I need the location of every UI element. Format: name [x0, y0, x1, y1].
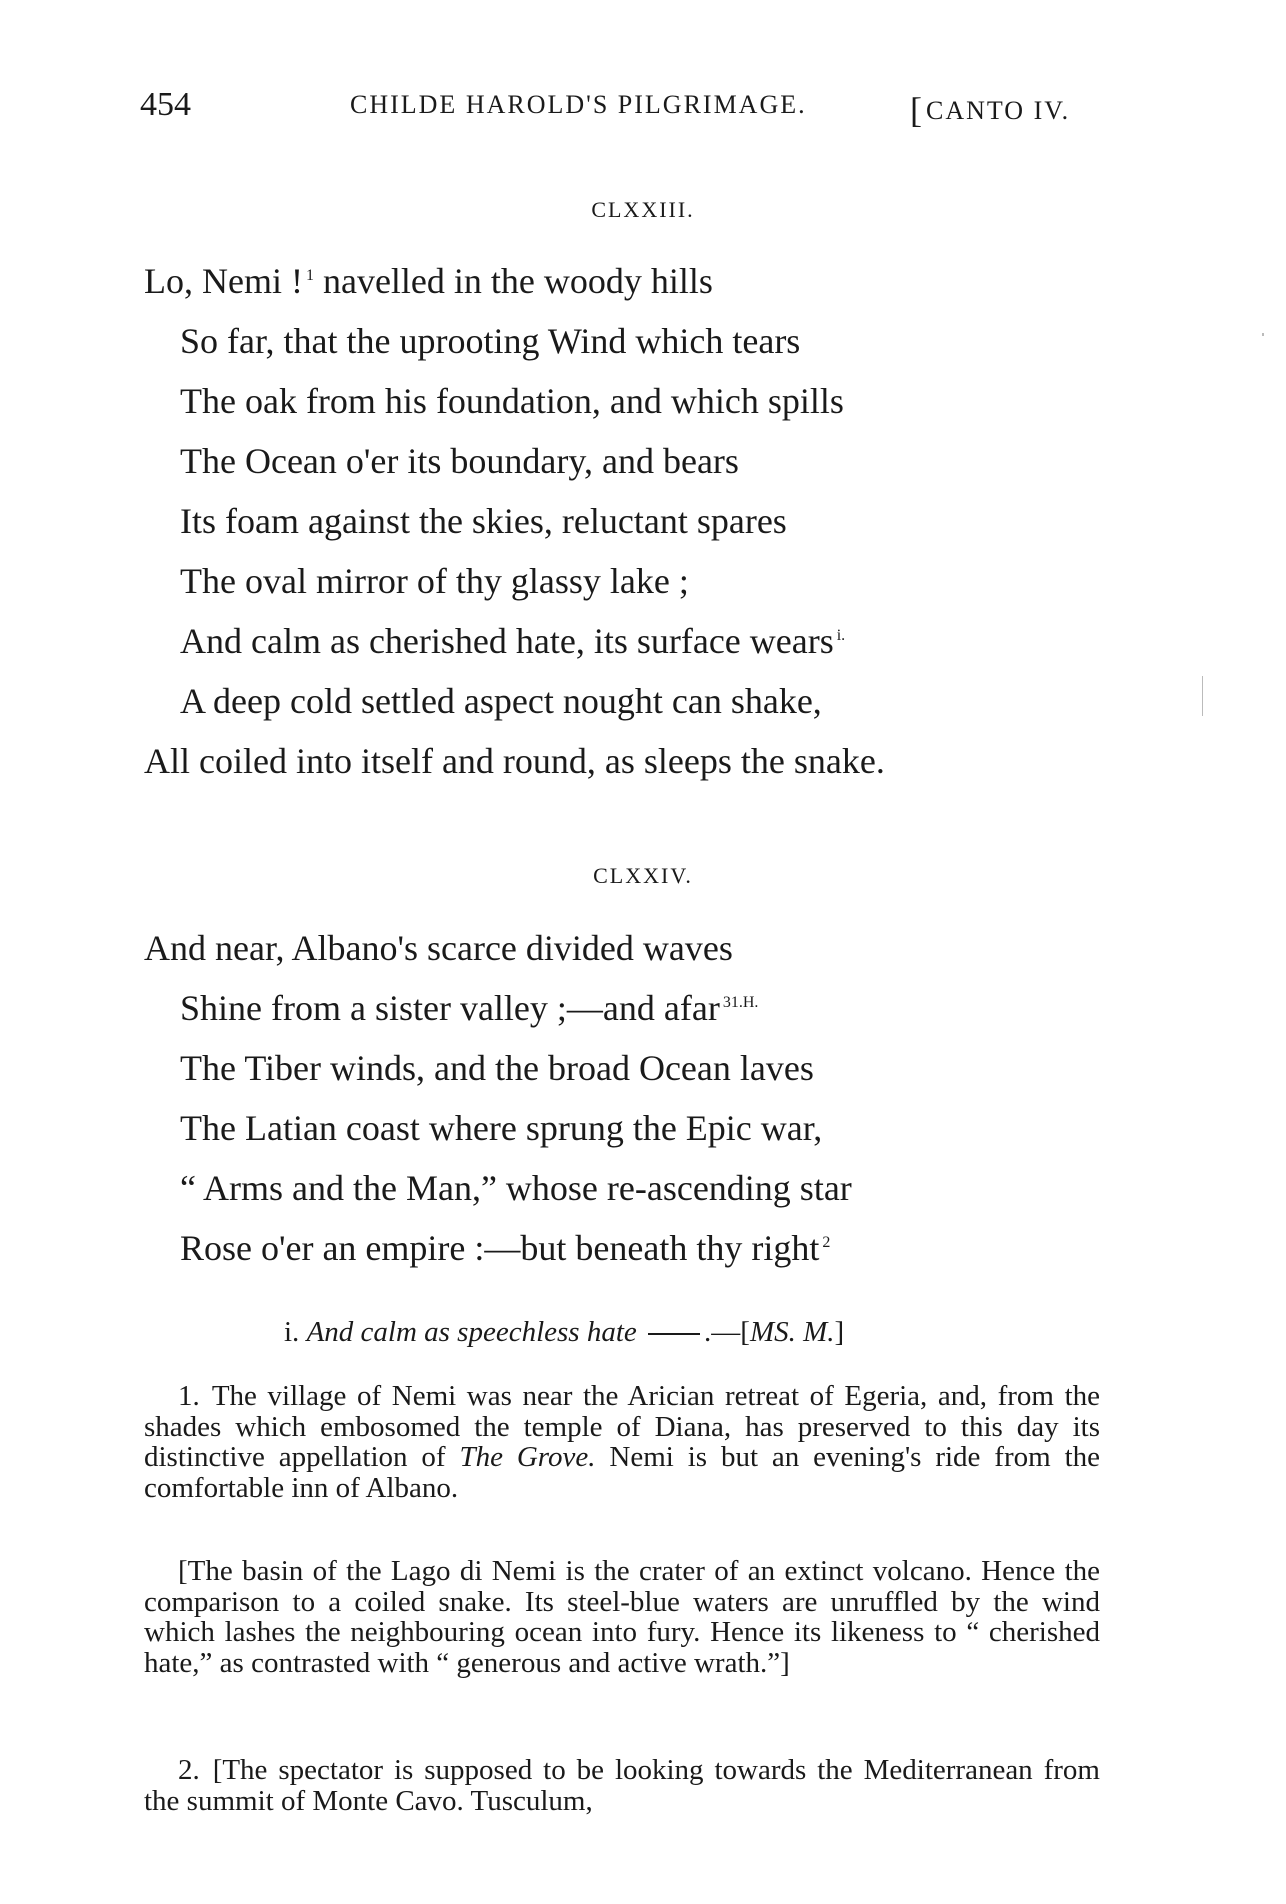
running-title: CHILDE HAROLD'S PILGRIMAGE.: [350, 90, 807, 119]
verse-line: [180, 1230, 830, 1266]
verse-line: So far, that the uprooting Wind which tears: [180, 321, 801, 361]
footnote-title: The Grove.: [459, 1441, 596, 1473]
dash-rule: [648, 1333, 700, 1335]
verse-line: The Tiber winds, and the broad Ocean laves: [180, 1048, 814, 1088]
verse-text: Rose o'er an empire :—but beneath thy right: [180, 1228, 820, 1268]
footnote-number: 1.: [178, 1380, 200, 1412]
note-ref: 31.H.: [722, 994, 759, 1011]
footnote-2: [144, 1755, 1100, 1816]
footnote-text: [The spectator is supposed to be looking towards the Mediterranean from the summit of Monte Cavo. Tusculum,: [144, 1754, 1100, 1817]
verse-line: The oak from his foundation, and which spills: [180, 381, 844, 421]
verse-line: Its foam against the skies, reluctant spares: [180, 501, 787, 541]
margin-mark: [1262, 333, 1264, 336]
verse-line: The oval mirror of thy glassy lake ;: [180, 561, 689, 601]
footnote-ref: 1: [305, 267, 314, 284]
canto-reference: [910, 86, 1070, 128]
margin-mark: [1202, 676, 1203, 716]
canto-bracket: [: [910, 90, 924, 130]
footnote-ref: 2: [822, 1234, 831, 1251]
variant-text: And calm as speechless hate: [306, 1316, 637, 1348]
stanza-number: CLXXIV.: [593, 863, 693, 888]
footnote-1: [144, 1381, 1100, 1503]
verse-text: Lo, Nemi !: [144, 261, 303, 301]
verse-line: The Ocean o'er its boundary, and bears: [180, 441, 739, 481]
verse-text: And calm as cherished hate, its surface wears: [180, 621, 834, 661]
variant-punct: .—[: [704, 1316, 750, 1348]
footnote-number: 2.: [178, 1754, 200, 1786]
verse-line: “ Arms and the Man,” whose re-ascending star: [180, 1168, 852, 1208]
canto-label: CANTO IV.: [926, 96, 1071, 125]
verse-line: All coiled into itself and round, as sleeps the snake.: [144, 741, 885, 781]
running-header: [0, 76, 1286, 130]
verse-line: A deep cold settled aspect nought can shake,: [180, 681, 822, 721]
footnote-editorial: [The basin of the Lago di Nemi is the crater of an extinct volcano. Hence the comparison to a coiled snake. Its steel-blue waters are unruffled by the wind which lashes the neighbouring ocean into fury. Hence its likeness to “ cherished hate,” as contrasted with “ generous and active wrath.”]: [144, 1555, 1100, 1679]
verse-text: Shine from a sister valley ;—and afar: [180, 988, 720, 1028]
variant-ref: i.: [836, 627, 846, 644]
verse-line: The Latian coast where sprung the Epic war,: [180, 1108, 823, 1148]
verse-line: [180, 990, 758, 1026]
stanza-number: CLXXIII.: [591, 197, 695, 222]
verse-line: [180, 623, 845, 659]
verse-line: And near, Albano's scarce divided waves: [144, 928, 733, 968]
variant-note: [284, 1316, 844, 1349]
variant-punct: ]: [834, 1316, 845, 1348]
page-number: 454: [140, 86, 191, 123]
variant-source: MS. M.: [749, 1316, 835, 1348]
verse-text: navelled in the woody hills: [313, 261, 713, 301]
variant-label: i.: [284, 1316, 300, 1348]
verse-line: [144, 263, 713, 299]
footnote-text: The village of Nemi was near the Arician retreat of Egeria, and, from the shades which embosomed the temple of Diana, has preserved to this day its distinctive appellation of: [144, 1380, 1100, 1473]
footnote-text: Nemi is but an evening's ride from the comfortable inn of Albano.: [144, 1441, 1100, 1504]
